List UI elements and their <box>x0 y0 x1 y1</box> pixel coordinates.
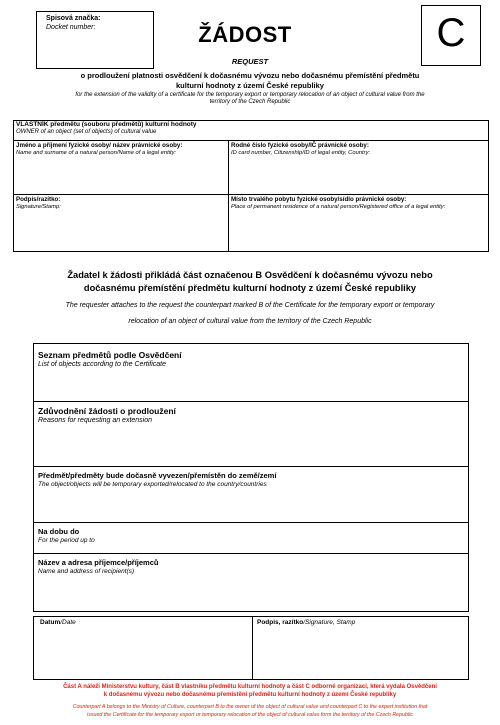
owner-divider-top <box>13 140 489 141</box>
details-divider-2 <box>33 466 469 467</box>
period-label: Na dobu do <box>38 527 80 536</box>
attach-statement-line1: Žadatel k žádosti přikládá část označenou B Osvědčení k dočasnému vývozu nebo <box>67 270 433 280</box>
owner-residence-label: Místo trvalého pobytu fyzické osoby/sídlo právnické osoby: <box>231 196 407 203</box>
owner-residence-label-en: Place of permanent residence of a natural person/Registered office of a legal entity: <box>231 204 446 210</box>
owner-signature-label-en: Signature/Stamp: <box>16 204 61 210</box>
docket-label: Spisová značka: <box>46 15 101 22</box>
list-of-objects-label: Seznam předmětů podle Osvědčení <box>38 350 182 360</box>
details-divider-1 <box>33 401 469 402</box>
signature-stamp-label-cz: Podpis, razítko <box>257 619 304 626</box>
subtitle-en-line1: for the extension of the validity of a certificate for the temporary export or temporary relocation of an object of cultural value from the <box>75 92 425 98</box>
owner-name-label-en: Name and surname of a natural person/Name of a legal entity: <box>16 150 177 156</box>
subtitle-en-line2: territory of the Czech Republic <box>209 99 291 105</box>
owner-header: VLASTNÍK předmětu (souboru předmětů) kulturní hodnoty <box>16 121 197 128</box>
details-divider-3 <box>33 522 469 523</box>
owner-id-label: Rodné číslo fyzické osoby/IČ právnické osoby: <box>231 142 369 149</box>
recipient-label-en: Name and address of recipient(s) <box>38 568 135 575</box>
reasons-label: Zdůvodnění žádosti o prodloužení <box>38 406 176 416</box>
request-label: REQUEST <box>231 57 269 66</box>
reasons-label-en: Reasons for requesting an extension <box>38 417 153 424</box>
attach-statement-en-line2: relocation of an object of cultural value from the territory of the Czech Republic <box>128 318 372 325</box>
signature-stamp-label-en: /Signature, Stamp <box>303 619 356 626</box>
footer-en-line2: issued the Certificate for the temporary export or temporary relocation of the object of cultural value form the territory of the Czech Republic <box>87 712 413 718</box>
recipient-label: Název a adresa příjemce/příjemců <box>38 558 159 567</box>
owner-divider-middle <box>13 194 489 195</box>
footer-en-line1: Counterpart A belongs to the Ministry of Culture, counterpart B to the owner of the object of cultural value and counterpart C to the expert institution that <box>72 704 428 710</box>
owner-name-label: Jméno a příjmení fyzické osoby/ název právnické osoby: <box>16 142 183 149</box>
subtitle-cz-line1: o prodloužení platnosti osvědčení k dočasnému vývozu nebo dočasnému přemístění předmětu <box>80 71 420 80</box>
destination-country-label-en: The object/objects will be temporary exported/relocated to the country/countries <box>38 481 267 488</box>
date-label-cz: Datum <box>40 619 61 626</box>
signature-stamp-label <box>257 619 355 626</box>
subtitle-cz-line2: kulturní hodnoty z území České republiky <box>176 81 324 90</box>
owner-divider-vertical <box>228 140 229 252</box>
owner-id-label-en: ID card number, Citizenship/ID of legal entity, Country: <box>231 150 371 156</box>
details-divider-4 <box>33 553 469 554</box>
attach-statement-en-line1: The requester attaches to the request the counterpart marked B of the Certificate for the temporary export or temporary <box>65 302 435 309</box>
date-signature-divider <box>252 616 253 680</box>
owner-header-en: OWNER of an object (set of objects) of cultural value <box>16 129 157 135</box>
date-signature-box <box>33 616 469 680</box>
counterpart-letter: C <box>436 11 466 55</box>
owner-signature-label: Podpis/razítko: <box>16 196 61 203</box>
date-label <box>40 619 76 626</box>
attach-statement-line2: dočasnému přemístění předmětu kulturní hodnoty z území České republiky <box>83 283 417 293</box>
period-label-en: For the period up to <box>38 537 95 544</box>
date-label-en: /Date <box>60 619 76 626</box>
destination-country-label: Předmět/předměty bude dočasně vyvezen/přemístěn do země/zemí <box>38 471 277 480</box>
footer-cz-line1: Část A náleží Ministerstvu kultury, část B vlastníku předmětu kulturní hodnoty a část C odborné organizaci, která vydala Osvědčení <box>63 684 437 690</box>
docket-label-en: Docket number: <box>46 24 96 31</box>
list-of-objects-label-en: List of objects according to the Certificate <box>38 361 167 368</box>
footer-cz-line2: k dočasnému vývozu nebo dočasnému přemístění předmětu kulturní hodnoty z území České republiky <box>103 692 397 698</box>
form-title: ŽÁDOST <box>198 22 292 47</box>
